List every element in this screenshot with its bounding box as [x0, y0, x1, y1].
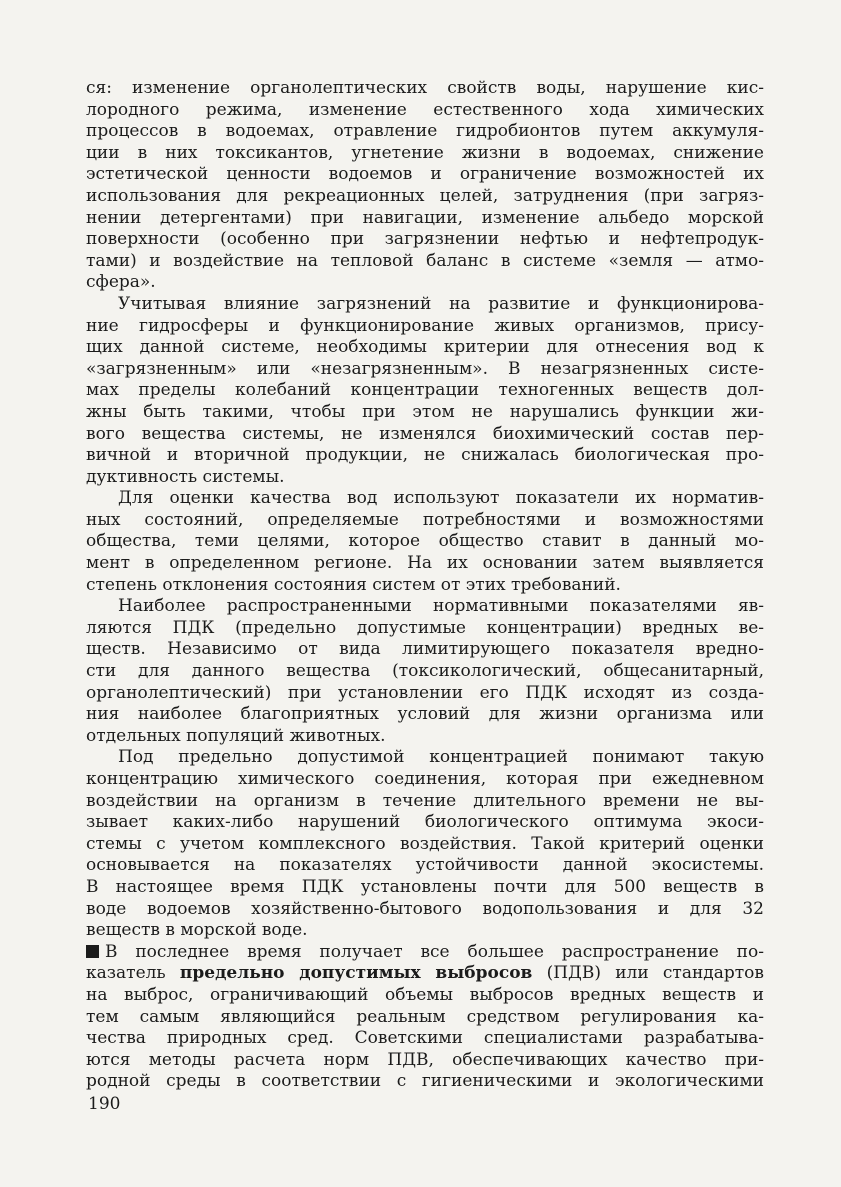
- text-line: тами) и воздействие на тепловой баланс в системе «земля — атмо-: [86, 250, 764, 271]
- text-line: поверхности (особенно при загрязнении нефтью и нефтепродук-: [86, 229, 764, 250]
- text-line: ляются ПДК (предельно допустимые концентрации) вредных ве-: [86, 617, 764, 638]
- text-line: степень отклонения состояния систем от этих требований.: [86, 574, 621, 595]
- text-line: тем самым являющийся реальным средством регулирования ка-: [86, 1006, 764, 1027]
- text-line: щих данной системе, необходимы критерии для отнесения вод к: [86, 337, 764, 358]
- text-line: дуктивность системы.: [86, 466, 285, 487]
- text-line: воде водоемов хозяйственно-бытового водопользования и для 32: [86, 898, 764, 919]
- text-line: Учитывая влияние загрязнений на развитие и функционирова-: [118, 293, 764, 314]
- text-line: воздействии на организм в течение длительного времени не вы-: [86, 790, 764, 811]
- text-line: мент в определенном регионе. На их основании затем выявляется: [86, 553, 764, 574]
- text-line: ния наиболее благоприятных условий для жизни организма или: [86, 704, 764, 725]
- paragraph-hydrosphere-effects: [86, 78, 764, 294]
- text-line: Для оценки качества вод используют показатели их норматив-: [118, 488, 764, 509]
- paragraph-pdk-definition: [86, 747, 764, 941]
- text-fragment: В последнее время получает все большее распространение по-: [105, 941, 764, 962]
- text-line: стемы с учетом комплексного воздействия. Такой критерий оценки: [86, 833, 764, 854]
- text-line: чества природных сред. Советскими специалистами разрабатыва-: [86, 1028, 764, 1049]
- text-line: вичной и вторичной продукции, не снижалась биологическая про-: [86, 445, 764, 466]
- paragraph-pdk-indicators: [86, 596, 764, 747]
- text-line: вого вещества системы, не изменялся биохимический состав пер-: [86, 423, 764, 444]
- text-line: ществ. Независимо от вида лимитирующего показателя вредно-: [86, 639, 764, 660]
- bold-term-pdv: предельно допустимых выбросов: [179, 963, 533, 984]
- text-line: общества, теми целями, которое общество ставит в данный мо-: [86, 531, 764, 552]
- paragraph-water-quality-assessment: [86, 488, 764, 596]
- text-line: жны быть такими, чтобы при этом не нарушались функции жи-: [86, 401, 764, 422]
- text-line: [86, 963, 764, 985]
- paragraph-pollution-criteria: [86, 294, 764, 488]
- text-line: сти для данного вещества (токсикологический, общесанитарный,: [86, 661, 764, 682]
- text-line: органолептический) при установлении его ПДК исходят из созда-: [86, 682, 764, 703]
- text-line: использования для рекреационных целей, затруднения (при загряз-: [86, 185, 764, 206]
- text-line: В настоящее время ПДК установлены почти для 500 веществ в: [86, 876, 764, 897]
- text-line: лородного режима, изменение естественного хода химических: [86, 99, 764, 120]
- text-line: сфера».: [86, 272, 156, 293]
- text-line: Под предельно допустимой концентрацией понимают такую: [118, 747, 764, 768]
- text-line: ся: изменение органолептических свойств воды, нарушение кис-: [86, 78, 764, 98]
- text-line: ние гидросферы и функционирование живых организмов, прису-: [86, 315, 764, 336]
- text-line: процессов в водоемах, отравление гидробионтов путем аккумуля-: [86, 121, 764, 142]
- text-line: концентрацию химического соединения, которая при ежедневном: [86, 769, 764, 789]
- text-line: основывается на показателях устойчивости данной экосистемы.: [86, 855, 764, 876]
- text-line: нении детергентами) при навигации, изменение альбедо морской: [86, 207, 764, 228]
- text-line: зывает каких-либо нарушений биологического оптимума экоси-: [86, 812, 764, 833]
- page-number: 190: [88, 1094, 121, 1114]
- text-line: на выброс, ограничивающий объемы выбросов вредных веществ и: [86, 984, 764, 1005]
- text-fragment: (ПДВ) или стандартов: [532, 963, 764, 984]
- text-line: отдельных популяций животных.: [86, 725, 386, 746]
- text-line: ются методы расчета норм ПДВ, обеспечивающих качество при-: [86, 1049, 764, 1070]
- page-body: [86, 78, 764, 1093]
- text-line: «загрязненным» или «незагрязненным». В незагрязненных систе-: [86, 358, 764, 379]
- text-line: веществ в морской воде.: [86, 920, 308, 941]
- text-line: Наиболее распространенными нормативными показателями яв-: [118, 596, 764, 617]
- text-fragment: казатель: [86, 963, 180, 984]
- text-line: ных состояний, определяемые потребностями и возможностями: [86, 509, 764, 530]
- text-line: эстетической ценности водоемов и ограничение возможностей их: [86, 164, 764, 185]
- text-line: ции в них токсикантов, угнетение жизни в водоемах, снижение: [86, 142, 764, 163]
- section-marker-square: [86, 945, 99, 958]
- text-line: мах пределы колебаний концентрации техногенных веществ дол-: [86, 380, 764, 401]
- text-line: родной среды в соответствии с гигиеническими и экологическими: [86, 1071, 764, 1092]
- paragraph-pdv-emissions: [86, 942, 764, 1093]
- text-line: [86, 942, 764, 964]
